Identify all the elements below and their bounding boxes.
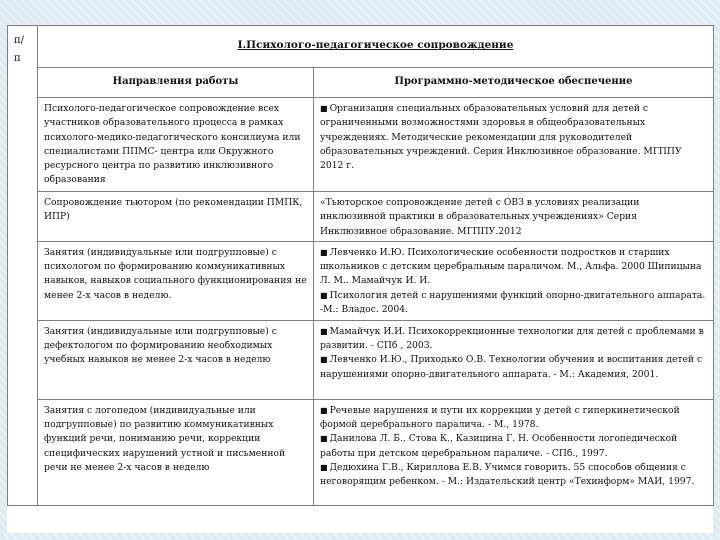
bullet-icon: ■ [320,104,328,113]
table-row [8,192,714,242]
support-item-text: Организация специальных образовательных условий для детей с ограниченными возможностями здоровья в общеобразовательных учреждениях. Методические рекомендации для руководителей образовательных учреждений. Серия Инклюзивное образование. МГППУ 2012 г. [320,103,682,172]
support-item-text: Дедюхина Г.В., Кириллова Е.В. Учимся говорить. 55 способов общения с неговорящим ребенком. - М.: Издательский центр «Техинформ» МАИ, 1997. [320,462,695,488]
bullet-icon: ■ [320,463,328,473]
bullet-icon: ■ [320,405,328,415]
section-title [38,26,714,68]
section-title-prefix: I. [237,39,247,51]
column-header-directions: Направления работы [38,68,314,98]
support-item-text: Данилова Л. Б., Стова К., Казицина Г. Н. Особенности логопедической работы при детском церебральном параличе. - СПб., 1997. [320,433,678,459]
support-item [320,404,707,433]
row-number-column [8,26,38,506]
support-item [320,246,707,289]
support-cell [314,320,714,399]
bullet-icon: ■ [320,290,328,300]
support-cell [314,399,714,505]
support-item [320,196,707,239]
support-item [320,461,707,490]
direction-cell: Занятия (индивидуальные или подгрупповые) с дефектологом по формированию необходимых учебных навыков не менее 2-х часов в неделю [38,320,314,399]
direction-cell: Занятия (индивидуальные или подгрупповые) с психологом по формированию коммуникативных навыков, навыков социального функционирования не менее 2-х часов в неделю. [38,241,314,320]
support-item-text: «Тьюторское сопровождение детей с ОВЗ в условиях реализации инклюзивной практики в образовательных учреждениях» Серия Инклюзивное образование. МГППУ.2012 [320,197,640,237]
support-item-text: Мамайчук И.И. Психокоррекционные технологии для детей с проблемами в развитии. - СПб , 2003. [320,325,704,352]
support-item-text: Левченко И.Ю., Приходько О.В. Технологии обучения и воспитания детей с нарушениями опорно-двигательного аппарата. - М.: Академия, 2001. [320,354,703,380]
bullet-icon: ■ [320,326,328,336]
support-cell [314,241,714,320]
table-row [8,320,714,399]
direction-cell: Психолого-педагогическое сопровождение всех участников образовательного процесса в рамках психолого-медико-педагогического консилиума или специалистами ППМС- центра или Окружного ресурсного центра по развитию инклюзивного образования [38,98,314,192]
support-item-text: Левченко И.Ю. Психологические особенности подростков и старших школьников с детским церебральным параличом. М., Альфа. 2000 Шипицына Л. М.. Мамайчук И. И. [320,246,702,287]
column-header-support: Программно-методическое обеспечение [314,68,714,98]
document-page [7,25,713,533]
support-item [320,102,707,173]
num-label-line1: п/ [14,35,25,46]
direction-cell: Занятия с логопедом (индивидуальные или подгрупповые) по развитию коммуникативных функций речи, пониманию речи, коррекции специфических нарушений устной и письменной речи не менее 2-х часов в неделю [38,399,314,505]
support-cell [314,98,714,192]
program-table [7,25,714,506]
support-item [320,289,707,318]
num-label-line2: п [14,53,21,64]
bullet-icon: ■ [320,247,328,257]
column-header-row [8,68,714,98]
support-cell [314,192,714,242]
support-item-text: Психология детей с нарушениями функций опорно-двигательного аппарата. -М.: Владос. 2004. [320,289,706,316]
support-item [320,325,707,354]
bullet-icon: ■ [320,355,328,365]
support-item [320,432,707,461]
direction-cell: Сопровождение тьютором (по рекомендации ПМПК, ИПР) [38,192,314,242]
table-row [8,399,714,505]
support-item [320,353,707,382]
table-row [8,241,714,320]
title-row [8,26,714,68]
support-item-text: Речевые нарушения и пути их коррекции у детей с гиперкинетической формой церебрального паралича. - М., 1978. [320,404,680,431]
bullet-icon: ■ [320,434,328,444]
section-title-text: Психолого-педагогическое сопровождение [246,39,514,51]
table-row [8,98,714,192]
